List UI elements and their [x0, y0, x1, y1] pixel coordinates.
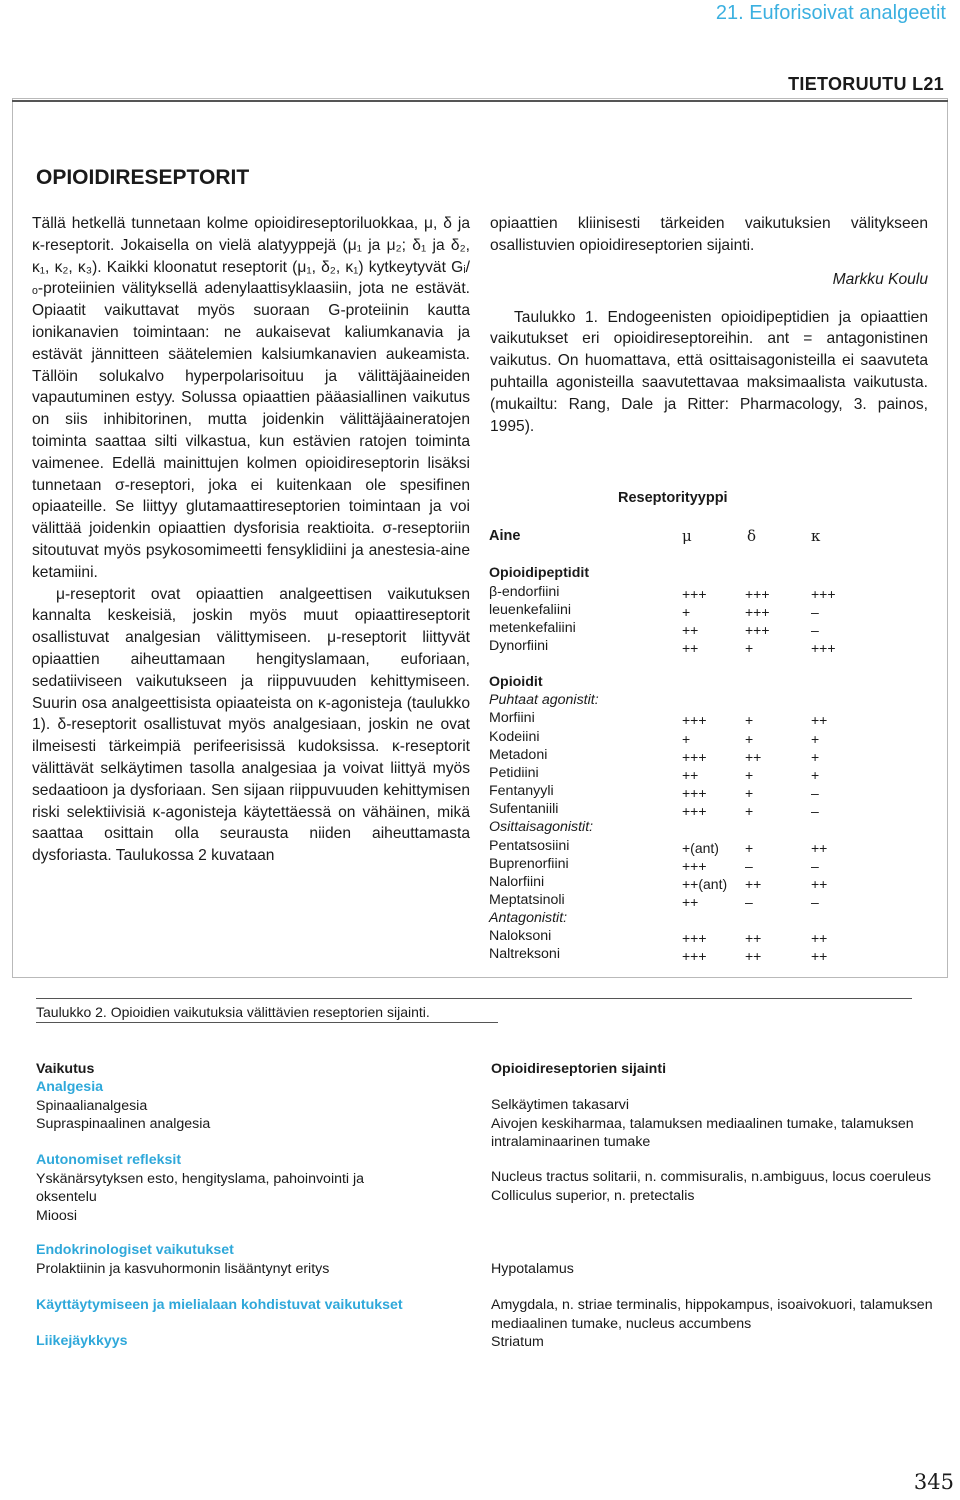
- table1-cell-delta: ++: [745, 948, 762, 964]
- table2-effect-item: Yskänärsytyksen esto, hengityslama, pahoinvointi ja oksentelu: [36, 1170, 365, 1205]
- table1-cell-delta: ++: [745, 749, 762, 765]
- table1-cell-mu: ++: [682, 622, 699, 638]
- table2-location-group: [491, 1260, 936, 1279]
- table1-cell-mu: +++: [682, 785, 707, 801]
- table1-cell-kappa: ++: [811, 840, 828, 856]
- table1-cell-kappa: ++: [811, 712, 828, 728]
- table1-row-label: Naltreksoni: [489, 946, 560, 962]
- table1-cell-mu: +++: [682, 712, 707, 728]
- table1-cell-delta: +: [745, 712, 754, 728]
- table1-row-label: Morfiini: [489, 710, 535, 726]
- table1-cell-kappa: ++: [811, 948, 828, 964]
- table1-cell-delta: +++: [745, 622, 770, 638]
- table2-effect-group: [36, 1332, 426, 1351]
- table1-cell-kappa: +++: [811, 640, 836, 656]
- table1-cell-delta: –: [745, 858, 753, 874]
- table2-effect-group: [36, 1078, 426, 1134]
- table1-row-label: Opioidit: [489, 674, 543, 690]
- table2-location-item: Selkäytimen takasarvi: [491, 1097, 629, 1113]
- table1-row-label: Osittaisagonistit:: [489, 819, 594, 835]
- table1-cell-mu: ++: [682, 767, 699, 783]
- right-intro: opiaattien kliinisesti tärkeiden vaikutuksien välitykseen osallistuvien opioidireseptorien sijainti.: [490, 215, 928, 254]
- table1-cell-delta: +: [745, 731, 754, 747]
- table2-effect-heading: Liikejäykkyys: [36, 1333, 128, 1349]
- table1-cell-mu: +++: [682, 858, 707, 874]
- table2-effect-group: [36, 1296, 426, 1315]
- table2-effect-item: Supraspinaalinen analgesia: [36, 1116, 211, 1132]
- box-label: TIETORUUTU L21: [788, 74, 944, 94]
- table2-effect-item: Spinaalianalgesia: [36, 1097, 148, 1114]
- table1-row-label: Meptatsinoli: [489, 892, 565, 908]
- table1-cell-kappa: +: [811, 731, 820, 747]
- table1-cell-delta: –: [745, 894, 753, 910]
- table1-cell-kappa: –: [811, 622, 819, 638]
- table1-row-label: Buprenorfiini: [489, 856, 569, 872]
- table1-cell-kappa: –: [811, 894, 819, 910]
- table2-effect-item: Prolaktiinin ja kasvuhormonin lisääntynyt eritys: [36, 1260, 330, 1277]
- table1-cell-delta: +++: [745, 604, 770, 620]
- table2-location-item: Striatum: [491, 1334, 544, 1350]
- table2-location-group: [491, 1096, 936, 1152]
- table1-cell-kappa: +++: [811, 586, 836, 602]
- table1-row-label: Dynorfiini: [489, 638, 549, 654]
- table2-header-left: Vaikutus: [36, 1061, 95, 1077]
- table2-header-right: Opioidireseptorien sijainti: [491, 1061, 667, 1077]
- table1-cell-mu: ++: [682, 640, 699, 656]
- page-number: 345: [913, 1470, 954, 1494]
- table1-row-label: Kodeiini: [489, 729, 540, 745]
- table1-col-delta: δ: [747, 527, 757, 545]
- table1-row-label: Sufentaniili: [489, 801, 559, 817]
- table1-row-label: Naloksoni: [489, 928, 552, 944]
- table1-group-header: Reseptorityyppi: [618, 490, 728, 506]
- table1-row-label: Fentanyyli: [489, 783, 554, 799]
- table2-caption-rule: [36, 1022, 498, 1023]
- table1-cell-mu: ++: [682, 894, 699, 910]
- table1-cell-kappa: –: [811, 858, 819, 874]
- table1-cell-mu: +: [682, 604, 691, 620]
- author-signature: Markku Koulu: [832, 270, 928, 288]
- table1-cell-mu: +(ant): [682, 840, 719, 856]
- table1-cell-delta: +++: [745, 586, 770, 602]
- body-paragraph-2: μ-reseptorit ovat opiaattien analgeettisen vaikutuksen kannalta keskeisiä, joskin myös muut opiaattireseptorit osallistuvat analgesian välittymiseen. μ-reseptorit liittyvät opiaattien aiheuttamaan hengityslamaan, euforiaan, sedatiiviseen vaikutukseen ja riippuvuuden kehittymiseen. Suurin osa analgeettisista opiaateista on κ-agonisteja (taulukko 1). δ-reseptorit osallistuvat myös analgesiaan, joskin ne ovat ilmeisesti tärkeimpiä perifeerisissä kudoksissa. κ-reseptorit välittävät selkäytimen tasolla analgesiaa ja voivat liittyä myös sedaatioon ja dysforiaan. Sen sijaan riippuvuuden kehittymisen riski selektiivisiä κ-agonisteja käytettäessä on vähäinen, mikä saattaa osittain olla seurausta niiden aiheuttamasta dysforiasta. Taulukossa 2 kuvataan: [32, 585, 470, 865]
- table1-row-label: Puhtaat agonistit:: [489, 692, 599, 708]
- table1-cell-kappa: +: [811, 767, 820, 783]
- table1-cell-mu: +++: [682, 586, 707, 602]
- table1-row-label: Opioidipeptidit: [489, 565, 590, 581]
- table1-cell-delta: ++: [745, 876, 762, 892]
- right-column: [490, 213, 928, 437]
- table2-effect-heading: Endokrinologiset vaikutukset: [36, 1242, 234, 1258]
- table1-row-label: β-endorfiini: [489, 584, 560, 600]
- table1-cell-delta: +: [745, 785, 754, 801]
- table2-location-group: [491, 1168, 936, 1205]
- table2-effect-heading: Käyttäytymiseen ja mielialaan kohdistuvat vaikutukset: [36, 1297, 403, 1313]
- table1-col-aine: Aine: [489, 528, 521, 544]
- table1-row-label: Metadoni: [489, 747, 548, 763]
- table1-cell-kappa: –: [811, 785, 819, 801]
- table1-cell-mu: +++: [682, 930, 707, 946]
- table2-location-item: Colliculus superior, n. pretectalis: [491, 1187, 695, 1204]
- table2-effect-group: [36, 1151, 426, 1225]
- table1-cell-kappa: –: [811, 803, 819, 819]
- table2-location-item: Nucleus tractus solitarii, n. commisuralis, n.ambiguus, locus coeruleus: [491, 1169, 931, 1185]
- table1-cell-kappa: –: [811, 604, 819, 620]
- table2-effect-heading: Analgesia: [36, 1079, 104, 1095]
- table1-row-label: Antagonistit:: [489, 910, 568, 926]
- table1-row-label: leuenkefaliini: [489, 602, 572, 618]
- table1-cell-kappa: ++: [811, 930, 828, 946]
- table2-caption: Taulukko 2. Opioidien vaikutuksia välittävien reseptorien sijainti.: [36, 1004, 430, 1020]
- table1-cell-mu: +++: [682, 749, 707, 765]
- table1-row-label: Nalorfiini: [489, 874, 545, 890]
- chapter-title: 21. Euforisoivat analgeetit: [715, 2, 946, 24]
- table1-cell-kappa: +: [811, 749, 820, 765]
- table2-top-rule: [36, 998, 912, 999]
- table1-cell-mu: +++: [682, 948, 707, 964]
- table2-location-item: Aivojen keskiharmaa, talamuksen mediaalinen tumake, talamuksen intralaminaarinen tumake: [491, 1115, 914, 1150]
- table1-row-label: Pentatsosiini: [489, 838, 570, 854]
- table1-cell-mu: +: [682, 731, 691, 747]
- left-column: [32, 213, 470, 867]
- table1-cell-delta: +: [745, 840, 754, 856]
- table2-location-group: [491, 1296, 936, 1352]
- table1-cell-kappa: ++: [811, 876, 828, 892]
- table1-caption: Taulukko 1. Endogeenisten opioidipeptidien ja opiaattien vaikutukset eri opioidireseptoreihin. ant = antagonistinen vaikutus. On huomattava, että osittaisagonisteilla ei saavuteta puhtailla agonisteilla saavutettavaa maksimaalista vaikutusta. (mukailtu: Rang, Dale ja Ritter: Pharmacology, 3. painos, 1995).: [490, 308, 928, 435]
- table2-location-item: Hypotalamus: [491, 1261, 574, 1277]
- table1-col-mu: μ: [682, 527, 692, 545]
- table1-cell-mu: +++: [682, 803, 707, 819]
- table2-effect-heading: Autonomiset refleksit: [36, 1152, 182, 1168]
- body-paragraph-1: Tällä hetkellä tunnetaan kolme opioidireseptoriluokkaa, μ, δ ja κ-reseptorit. Jokaisella on vielä alatyyppejä (μ₁ ja μ₂; δ₁ ja δ₂, κ₁, κ₂, κ₃). Kaikki kloonatut reseptorit (μ₁, δ₂, κ₁) kytkeytyvät Gᵢ/ₒ-proteiinien välityksellä adenylaattisyklaasiin, jota ne estävät. Opiaatit vaikuttavat myös suoraan G-proteiinin kautta ionikanavien toimintaan: ne aukaisevat kaliumkanavia ja estävät jännitteen säätelemien kalsiumkanavien aukeamista. Tällöin solukalvo hyperpolarisoituu ja välittäjäaineiden vapautuminen estyy. Solussa opiaattien pääasiallinen vaikutus on siis inhibitorinen, mutta joidenkin välittäjäaineratojen toiminta saattaa silti vilkastua, kun estävien ratojen toiminta vaimenee. Edellä mainittujen kolmen opioidireseptorin lisäksi tunnetaan σ-reseptori, joka ei kuitenkaan ole spesifinen opiaateille. Se liittyy glutamaattireseptorien toimintaan ja voi välittää joidenkin opiaattien dysforisia reaktioita. σ-reseptoriin sitoutuvat myös psykosomimeetti fensyklidiini ja anestesia-aine ketamiini.: [32, 215, 470, 581]
- table2-effect-item: Mioosi: [36, 1207, 77, 1224]
- table1-cell-delta: +: [745, 640, 754, 656]
- table2-effect-group: [36, 1241, 426, 1278]
- table1-col-kappa: κ: [811, 527, 821, 545]
- table2-location-item: Amygdala, n. striae terminalis, hippokampus, isoaivokuori, talamuksen mediaalinen tumake, nucleus accumbens: [491, 1297, 933, 1332]
- info-box-top-rule: [12, 100, 948, 102]
- table1-cell-delta: +: [745, 767, 754, 783]
- table1-row-label: Petidiini: [489, 765, 539, 781]
- info-box-title: OPIOIDIRESEPTORIT: [36, 166, 250, 189]
- table1-cell-delta: ++: [745, 930, 762, 946]
- table1-cell-delta: +: [745, 803, 754, 819]
- table1-row-label: metenkefaliini: [489, 620, 576, 636]
- table1-cell-mu: ++(ant): [682, 876, 728, 892]
